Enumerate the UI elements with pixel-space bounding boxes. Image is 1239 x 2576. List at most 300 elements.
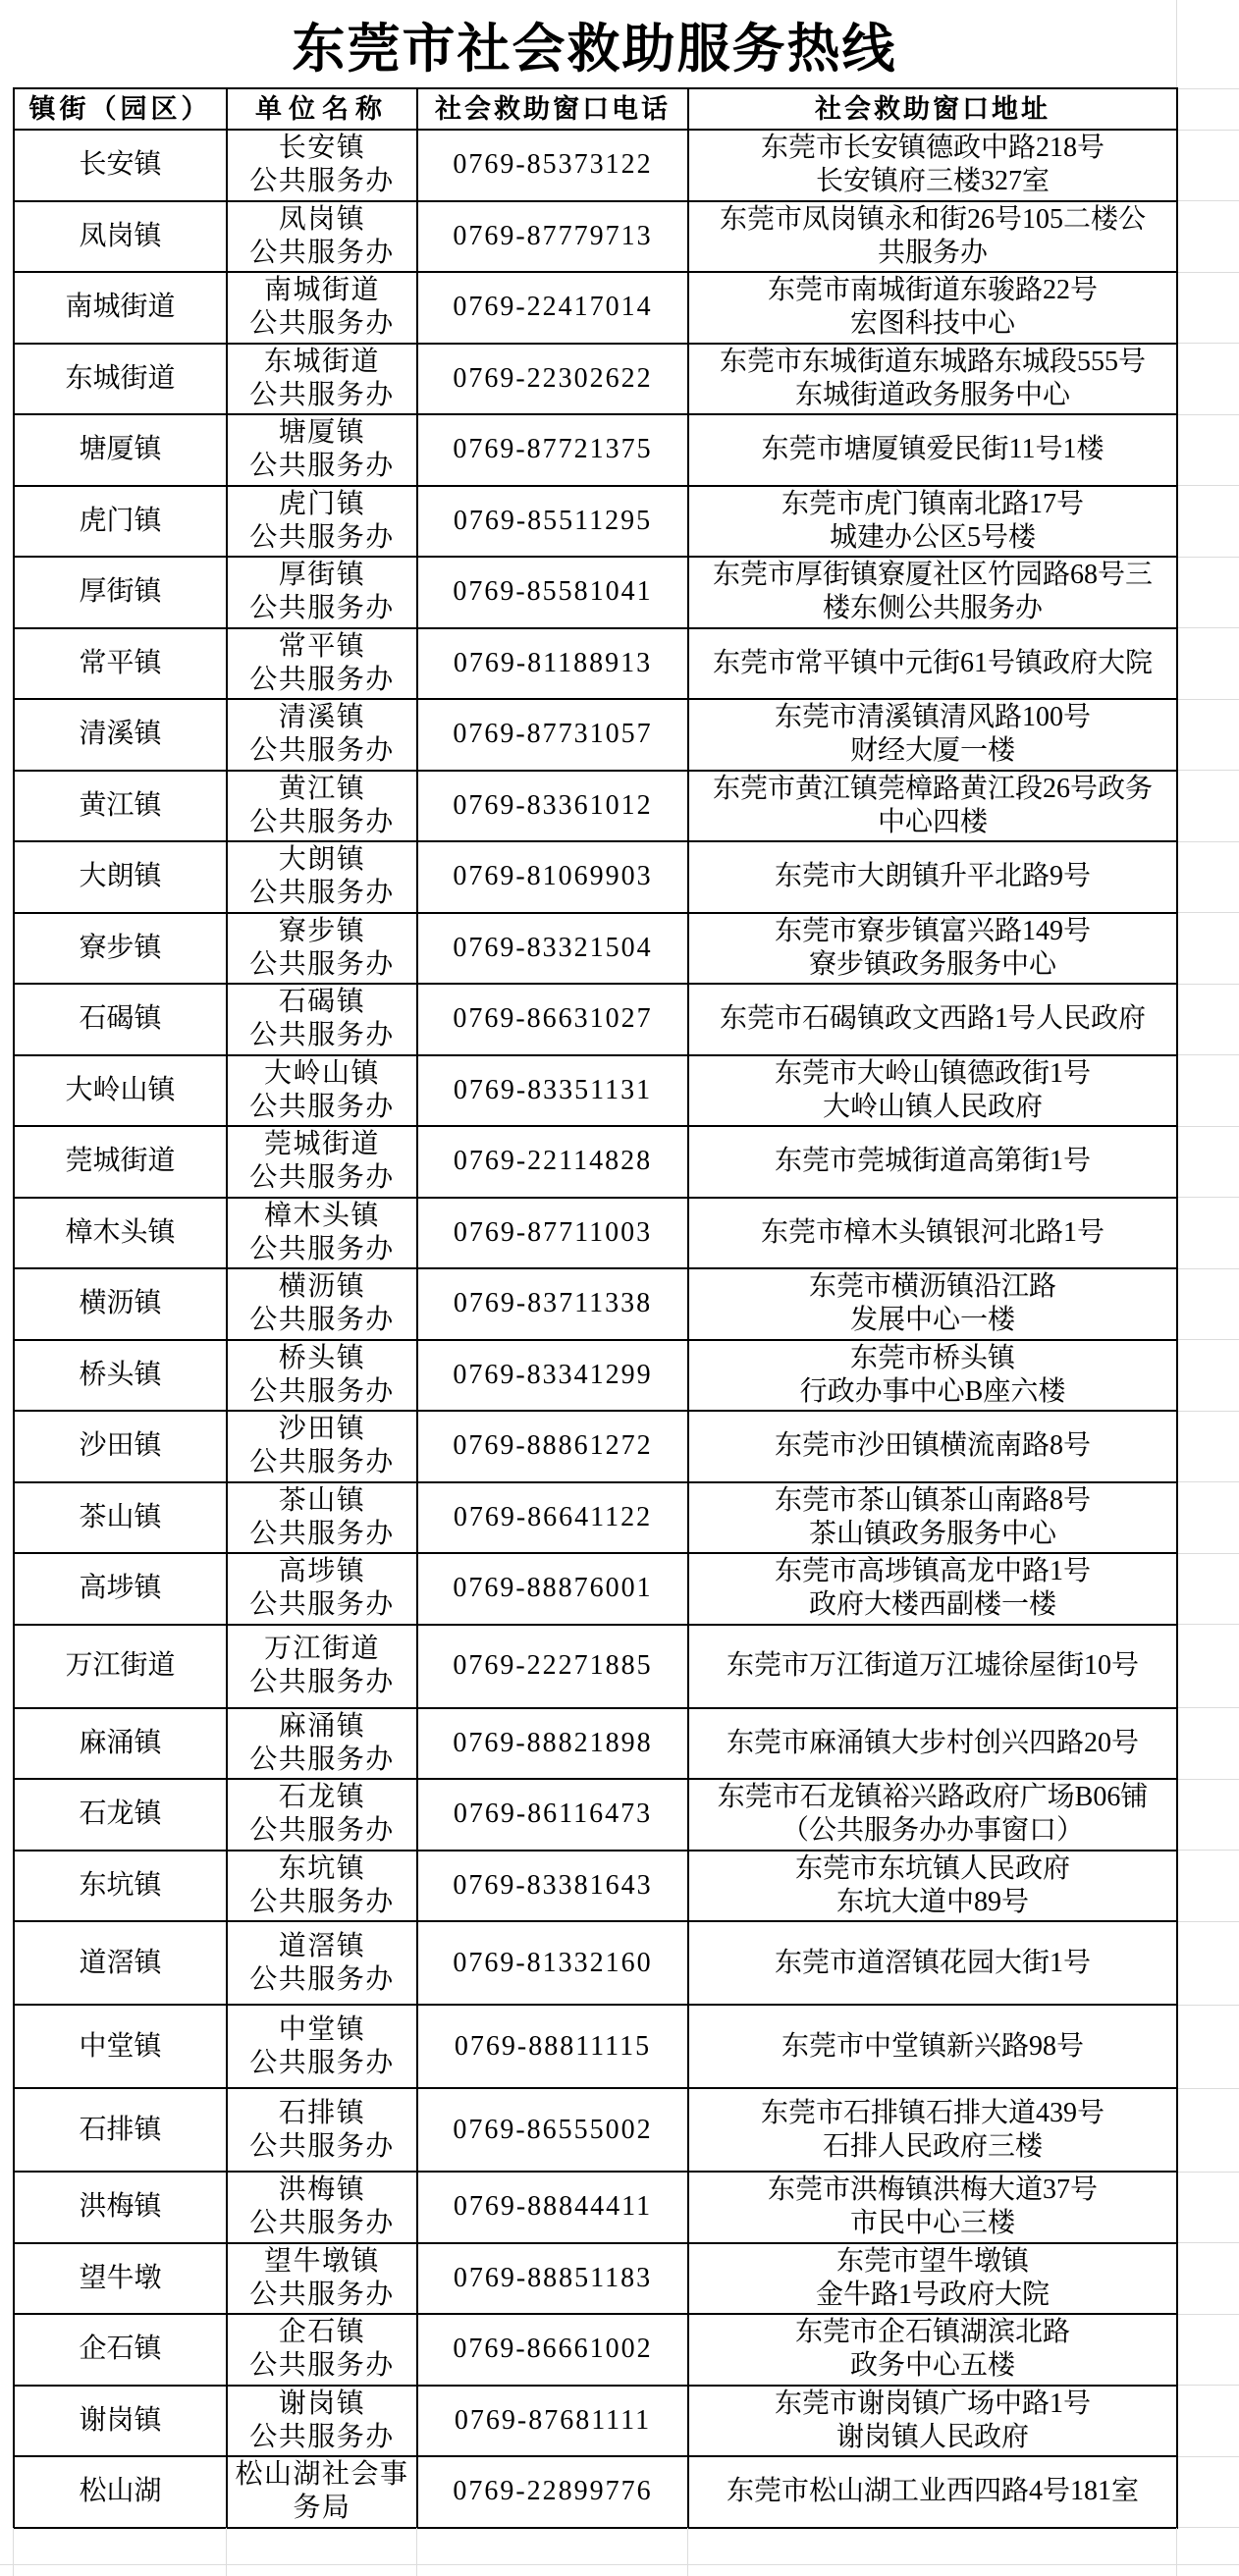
address-cell xyxy=(688,130,1177,201)
table-row xyxy=(14,272,1239,344)
address-line: 长安镇府三楼327室 xyxy=(815,166,1050,197)
town-cell: 麻涌镇 xyxy=(14,1708,227,1780)
address-line: 政务中心五楼 xyxy=(849,2350,1015,2382)
sheet-gridline-cell xyxy=(1177,2243,1239,2315)
town-cell: 道滘镇 xyxy=(14,1921,227,2005)
address-line: 东莞市松山湖工业西四路4号181室 xyxy=(726,2476,1139,2507)
unit-line: 公共服务办 xyxy=(249,1815,395,1847)
address-line: 东莞市石碣镇政文西路1号人民政府 xyxy=(719,1003,1146,1035)
address-cell xyxy=(688,699,1177,771)
unit-line: 清溪镇 xyxy=(278,702,366,733)
phone-cell: 0769-22271885 xyxy=(417,1625,688,1708)
phone-cell: 0769-86641122 xyxy=(417,1482,688,1554)
address-cell xyxy=(688,1268,1177,1340)
unit-line: 公共服务办 xyxy=(249,451,395,482)
unit-line: 公共服务办 xyxy=(249,1305,395,1336)
unit-line: 黄江镇 xyxy=(278,773,366,804)
unit-cell xyxy=(227,1921,417,2005)
address-line: 东莞市桥头镇 xyxy=(849,1342,1015,1373)
unit-line: 公共服务办 xyxy=(249,1162,395,1194)
unit-line: 公共服务办 xyxy=(249,521,395,553)
sheet-gridline-cell xyxy=(1177,1411,1239,1482)
sheet-gridline-cell xyxy=(1177,88,1239,130)
address-cell xyxy=(688,201,1177,273)
table-row xyxy=(14,1482,1239,1554)
address-line: 楼东侧公共服务办 xyxy=(822,593,1043,624)
unit-line: 南城街道 xyxy=(263,275,380,306)
unit-cell xyxy=(227,2314,417,2386)
unit-cell xyxy=(227,984,417,1055)
address-line: 东莞市谢岗镇广场中路1号 xyxy=(774,2388,1091,2419)
address-line: 东莞市麻涌镇大步村创兴四路20号 xyxy=(726,1727,1139,1758)
unit-cell xyxy=(227,1553,417,1625)
unit-cell xyxy=(227,913,417,985)
unit-line: 公共服务办 xyxy=(249,1518,395,1549)
address-cell xyxy=(688,1126,1177,1198)
page-title: 东莞市社会救助服务热线 xyxy=(292,20,897,79)
address-line: 东莞市塘厦镇爱民街11号1楼 xyxy=(761,434,1104,465)
address-line: 东莞市莞城街道高第街1号 xyxy=(774,1146,1091,1177)
unit-line: 公共服务办 xyxy=(249,1744,395,1775)
sheet-gridline-cell xyxy=(1177,1126,1239,1198)
table-row xyxy=(14,913,1239,985)
unit-line: 公共服务办 xyxy=(249,1375,395,1407)
sheet-gridline-cell xyxy=(1177,414,1239,486)
address-line: 东莞市黄江镇莞樟路黄江段26号政务 xyxy=(712,773,1153,804)
hotline-table xyxy=(13,87,1239,2529)
table-row xyxy=(14,628,1239,700)
address-line: 谢岗镇人民政府 xyxy=(835,2421,1029,2452)
unit-cell xyxy=(227,1126,417,1198)
unit-cell xyxy=(227,628,417,700)
town-cell: 寮步镇 xyxy=(14,913,227,985)
unit-line: 高埗镇 xyxy=(278,1556,366,1587)
town-cell: 樟木头镇 xyxy=(14,1198,227,1269)
sheet-gridline-cell xyxy=(1177,130,1239,201)
sheet-gridline-cell xyxy=(1177,771,1239,842)
unit-line: 公共服务办 xyxy=(249,2279,395,2310)
sheet-gridline-cell xyxy=(1177,699,1239,771)
unit-line: 公共服务办 xyxy=(249,1020,395,1051)
unit-cell xyxy=(227,699,417,771)
address-line: 东莞市中堂镇新兴路98号 xyxy=(781,2030,1084,2062)
address-cell xyxy=(688,2088,1177,2172)
town-cell: 石排镇 xyxy=(14,2088,227,2172)
unit-line: 望牛墩镇 xyxy=(263,2245,380,2277)
table-row xyxy=(14,2456,1239,2528)
header-phone: 社会救助窗口电话 xyxy=(417,88,688,130)
unit-line: 桥头镇 xyxy=(278,1342,366,1373)
address-cell xyxy=(688,2386,1177,2457)
phone-cell: 0769-86661002 xyxy=(417,2314,688,2386)
address-line: 东莞市凤岗镇永和街26号105二楼公 xyxy=(719,203,1146,235)
table-row xyxy=(14,414,1239,486)
address-cell xyxy=(688,1055,1177,1127)
sheet-gridline-cell xyxy=(1177,2172,1239,2243)
unit-line: 常平镇 xyxy=(278,630,366,662)
unit-line: 大岭山镇 xyxy=(263,1057,380,1089)
table-row xyxy=(14,2172,1239,2243)
sheet-gridline-cell xyxy=(1177,344,1239,415)
sheet-gridline-cell xyxy=(1177,1198,1239,1269)
unit-line: 凤岗镇 xyxy=(278,203,366,235)
unit-cell xyxy=(227,201,417,273)
address-line: 东莞市沙田镇横流南路8号 xyxy=(774,1430,1091,1462)
phone-cell: 0769-87721375 xyxy=(417,414,688,486)
phone-cell: 0769-87681111 xyxy=(417,2386,688,2457)
unit-line: 东坑镇 xyxy=(278,1852,366,1884)
address-cell xyxy=(688,984,1177,1055)
unit-cell xyxy=(227,344,417,415)
unit-cell xyxy=(227,2088,417,2172)
sheet-gridline-cell xyxy=(1177,2088,1239,2172)
town-cell: 常平镇 xyxy=(14,628,227,700)
address-line: 东莞市樟木头镇银河北路1号 xyxy=(760,1216,1104,1248)
unit-line: 公共服务办 xyxy=(249,1886,395,1917)
sheet-gridline-cell xyxy=(1177,1921,1239,2005)
address-line: 财经大厦一楼 xyxy=(849,735,1015,767)
table-row xyxy=(14,1411,1239,1482)
unit-line: 公共服务办 xyxy=(249,237,395,268)
unit-line: 公共服务办 xyxy=(249,593,395,624)
address-cell xyxy=(688,2172,1177,2243)
table-row xyxy=(14,1625,1239,1708)
address-cell xyxy=(688,344,1177,415)
phone-cell: 0769-87711003 xyxy=(417,1198,688,1269)
sheet-gridline-cell xyxy=(1177,486,1239,558)
table-row xyxy=(14,771,1239,842)
header-address: 社会救助窗口地址 xyxy=(688,88,1177,130)
unit-cell xyxy=(227,272,417,344)
table-row xyxy=(14,2386,1239,2457)
header-town: 镇街（园区） xyxy=(14,88,227,130)
address-line: 东莞市石排镇石排大道439号 xyxy=(760,2097,1104,2128)
address-line: 东莞市望牛墩镇 xyxy=(835,2245,1029,2277)
sheet-gridline-cell xyxy=(1177,2456,1239,2528)
unit-line: 公共服务办 xyxy=(249,2208,395,2239)
table-row xyxy=(14,1921,1239,2005)
town-cell: 大岭山镇 xyxy=(14,1055,227,1127)
unit-cell xyxy=(227,1268,417,1340)
town-cell: 东坑镇 xyxy=(14,1851,227,1922)
address-line: 东莞市洪梅镇洪梅大道37号 xyxy=(767,2174,1098,2206)
sheet-gridline-cell xyxy=(1177,1625,1239,1708)
unit-line: 谢岗镇 xyxy=(278,2388,366,2419)
address-line: 东莞市大朗镇升平北路9号 xyxy=(774,861,1091,892)
unit-cell xyxy=(227,2386,417,2457)
sheet-gridline-cell xyxy=(1177,272,1239,344)
address-line: 石排人民政府三楼 xyxy=(822,2130,1043,2162)
unit-cell xyxy=(227,2005,417,2088)
address-line: 茶山镇政务服务中心 xyxy=(808,1518,1056,1549)
address-cell xyxy=(688,1553,1177,1625)
town-cell: 大朗镇 xyxy=(14,841,227,913)
address-cell xyxy=(688,1482,1177,1554)
town-cell: 东城街道 xyxy=(14,344,227,415)
unit-cell xyxy=(227,2243,417,2315)
unit-line: 塘厦镇 xyxy=(278,417,366,449)
sheet-gridline-cell xyxy=(1177,841,1239,913)
unit-line: 茶山镇 xyxy=(278,1484,366,1516)
address-cell xyxy=(688,841,1177,913)
unit-line: 麻涌镇 xyxy=(278,1710,366,1742)
unit-line: 公共服务办 xyxy=(249,1233,395,1264)
town-cell: 茶山镇 xyxy=(14,1482,227,1554)
phone-cell: 0769-81069903 xyxy=(417,841,688,913)
sheet-gridline-cell xyxy=(1177,1268,1239,1340)
unit-line: 石排镇 xyxy=(278,2097,366,2128)
table-row xyxy=(14,1268,1239,1340)
unit-line: 莞城街道 xyxy=(263,1129,380,1160)
unit-cell xyxy=(227,1411,417,1482)
town-cell: 谢岗镇 xyxy=(14,2386,227,2457)
table-row xyxy=(14,2005,1239,2088)
phone-cell: 0769-83361012 xyxy=(417,771,688,842)
unit-line: 公共服务办 xyxy=(249,735,395,767)
unit-cell xyxy=(227,2172,417,2243)
address-line: 东莞市大岭山镇德政街1号 xyxy=(774,1057,1091,1089)
table-row xyxy=(14,2314,1239,2386)
unit-cell xyxy=(227,1625,417,1708)
town-cell: 横沥镇 xyxy=(14,1268,227,1340)
unit-cell xyxy=(227,557,417,628)
address-cell xyxy=(688,2243,1177,2315)
address-cell xyxy=(688,414,1177,486)
phone-cell: 0769-83321504 xyxy=(417,913,688,985)
address-cell xyxy=(688,1340,1177,1412)
sheet-gridline-cell xyxy=(1177,984,1239,1055)
table-row xyxy=(14,201,1239,273)
unit-line: 公共服务办 xyxy=(249,1963,395,1995)
address-line: 城建办公区5号楼 xyxy=(829,521,1036,553)
phone-cell: 0769-87779713 xyxy=(417,201,688,273)
phone-cell: 0769-22114828 xyxy=(417,1126,688,1198)
unit-line: 万江街道 xyxy=(263,1634,380,1664)
table-row xyxy=(14,1126,1239,1198)
address-cell xyxy=(688,1921,1177,2005)
phone-cell: 0769-87731057 xyxy=(417,699,688,771)
sheet-gridline-cell xyxy=(1177,1055,1239,1127)
town-cell: 清溪镇 xyxy=(14,699,227,771)
unit-line: 企石镇 xyxy=(278,2317,366,2348)
town-cell: 南城街道 xyxy=(14,272,227,344)
unit-line: 公共服务办 xyxy=(249,379,395,410)
unit-line: 厚街镇 xyxy=(278,560,366,591)
unit-cell xyxy=(227,1779,417,1851)
table-row xyxy=(14,1198,1239,1269)
table-row xyxy=(14,841,1239,913)
unit-line: 公共服务办 xyxy=(249,2130,395,2162)
sheet-gridline-cell xyxy=(1177,201,1239,273)
address-cell xyxy=(688,486,1177,558)
unit-line: 中堂镇 xyxy=(278,2013,366,2045)
town-cell: 黄江镇 xyxy=(14,771,227,842)
unit-line: 石碣镇 xyxy=(278,987,366,1018)
unit-line: 公共服务办 xyxy=(249,1447,395,1478)
address-line: 东坑大道中89号 xyxy=(835,1886,1029,1917)
table-row xyxy=(14,699,1239,771)
address-line: （公共服务办办事窗口） xyxy=(781,1815,1084,1847)
phone-cell: 0769-81332160 xyxy=(417,1921,688,2005)
table-row xyxy=(14,1553,1239,1625)
sheet-gridline-cell xyxy=(1177,2005,1239,2088)
town-cell: 长安镇 xyxy=(14,130,227,201)
unit-line: 大朗镇 xyxy=(278,844,366,876)
unit-line: 长安镇 xyxy=(278,133,366,164)
table-row xyxy=(14,1055,1239,1127)
unit-line: 寮步镇 xyxy=(278,915,366,946)
town-cell: 凤岗镇 xyxy=(14,201,227,273)
table-header xyxy=(14,88,1239,130)
table-row xyxy=(14,1340,1239,1412)
address-cell xyxy=(688,1625,1177,1708)
address-line: 金牛路1号政府大院 xyxy=(815,2279,1050,2310)
phone-cell: 0769-88876001 xyxy=(417,1553,688,1625)
sheet-gridline-cell xyxy=(1177,1779,1239,1851)
unit-cell xyxy=(227,1055,417,1127)
address-line: 东城街道政务服务中心 xyxy=(794,379,1070,410)
address-line: 东莞市厚街镇寮厦社区竹园路68号三 xyxy=(712,560,1153,591)
address-line: 东莞市清溪镇清风路100号 xyxy=(774,702,1091,733)
unit-line: 公共服务办 xyxy=(249,2047,395,2078)
address-line: 共服务办 xyxy=(877,237,988,268)
sheet-gridline-cell xyxy=(1177,1708,1239,1780)
unit-line: 石龙镇 xyxy=(278,1782,366,1813)
unit-cell xyxy=(227,414,417,486)
address-line: 东莞市长安镇德政中路218号 xyxy=(760,133,1104,164)
town-cell: 塘厦镇 xyxy=(14,414,227,486)
unit-line: 东城街道 xyxy=(263,346,380,377)
phone-cell: 0769-85511295 xyxy=(417,486,688,558)
sheet-gridline xyxy=(1176,0,1177,87)
sheet-gridline-cell xyxy=(1177,557,1239,628)
address-line: 中心四楼 xyxy=(877,806,988,837)
sheet-gridline-cell xyxy=(1177,1482,1239,1554)
phone-cell: 0769-88844411 xyxy=(417,2172,688,2243)
address-line: 东莞市东坑镇人民政府 xyxy=(794,1852,1070,1884)
table-body xyxy=(14,130,1239,2528)
unit-line: 松山湖社会事 xyxy=(235,2459,409,2491)
sheet-gridlines-bottom xyxy=(0,2528,1239,2576)
unit-line: 公共服务办 xyxy=(249,2350,395,2382)
town-cell: 望牛墩 xyxy=(14,2243,227,2315)
address-line: 东莞市企石镇湖滨北路 xyxy=(794,2317,1070,2348)
unit-cell xyxy=(227,486,417,558)
unit-line: 虎门镇 xyxy=(278,488,366,519)
address-cell xyxy=(688,1708,1177,1780)
unit-line: 樟木头镇 xyxy=(263,1200,380,1231)
address-line: 东莞市南城街道东骏路22号 xyxy=(767,275,1098,306)
address-line: 东莞市万江街道万江墟徐屋街10号 xyxy=(726,1650,1139,1681)
unit-cell xyxy=(227,2456,417,2528)
town-cell: 中堂镇 xyxy=(14,2005,227,2088)
unit-cell xyxy=(227,1198,417,1269)
table-row xyxy=(14,984,1239,1055)
address-line: 寮步镇政务服务中心 xyxy=(808,948,1056,980)
address-cell xyxy=(688,1411,1177,1482)
unit-line: 道滘镇 xyxy=(278,1930,366,1961)
unit-cell xyxy=(227,1708,417,1780)
sheet-gridline-cell xyxy=(1177,913,1239,985)
address-line: 东莞市石龙镇裕兴路政府广场B06铺 xyxy=(717,1782,1149,1813)
phone-cell: 0769-22899776 xyxy=(417,2456,688,2528)
address-cell xyxy=(688,2314,1177,2386)
phone-cell: 0769-88851183 xyxy=(417,2243,688,2315)
table-row xyxy=(14,1851,1239,1922)
phone-cell: 0769-22302622 xyxy=(417,344,688,415)
address-cell xyxy=(688,1779,1177,1851)
unit-line: 公共服务办 xyxy=(249,1667,395,1697)
phone-cell: 0769-86116473 xyxy=(417,1779,688,1851)
unit-line: 公共服务办 xyxy=(249,878,395,909)
address-cell xyxy=(688,2005,1177,2088)
phone-cell: 0769-22417014 xyxy=(417,272,688,344)
unit-line: 沙田镇 xyxy=(278,1414,366,1445)
unit-cell xyxy=(227,841,417,913)
unit-cell xyxy=(227,1482,417,1554)
table-row xyxy=(14,130,1239,201)
phone-cell: 0769-83351131 xyxy=(417,1055,688,1127)
unit-line: 公共服务办 xyxy=(249,2421,395,2452)
table-row xyxy=(14,486,1239,558)
address-line: 东莞市东城街道东城路东城段555号 xyxy=(719,346,1146,377)
phone-cell: 0769-88821898 xyxy=(417,1708,688,1780)
town-cell: 虎门镇 xyxy=(14,486,227,558)
phone-cell: 0769-83711338 xyxy=(417,1268,688,1340)
phone-cell: 0769-81188913 xyxy=(417,628,688,700)
table-row xyxy=(14,557,1239,628)
unit-line: 务局 xyxy=(293,2493,351,2524)
address-line: 东莞市寮步镇富兴路149号 xyxy=(774,915,1091,946)
unit-line: 公共服务办 xyxy=(249,948,395,980)
unit-line: 公共服务办 xyxy=(249,1091,395,1122)
town-cell: 万江街道 xyxy=(14,1625,227,1708)
table-row xyxy=(14,1779,1239,1851)
town-cell: 石碣镇 xyxy=(14,984,227,1055)
address-cell xyxy=(688,913,1177,985)
town-cell: 沙田镇 xyxy=(14,1411,227,1482)
address-line: 政府大楼西副楼一楼 xyxy=(808,1589,1056,1621)
phone-cell: 0769-83341299 xyxy=(417,1340,688,1412)
unit-line: 公共服务办 xyxy=(249,664,395,695)
town-cell: 松山湖 xyxy=(14,2456,227,2528)
phone-cell: 0769-86631027 xyxy=(417,984,688,1055)
town-cell: 洪梅镇 xyxy=(14,2172,227,2243)
address-cell xyxy=(688,272,1177,344)
unit-cell xyxy=(227,1340,417,1412)
table-row xyxy=(14,1708,1239,1780)
town-cell: 莞城街道 xyxy=(14,1126,227,1198)
table-row xyxy=(14,344,1239,415)
address-line: 宏图科技中心 xyxy=(849,308,1015,340)
phone-cell: 0769-88861272 xyxy=(417,1411,688,1482)
address-line: 东莞市茶山镇茶山南路8号 xyxy=(774,1484,1091,1516)
sheet-gridline-cell xyxy=(1177,1340,1239,1412)
unit-line: 公共服务办 xyxy=(249,166,395,197)
address-line: 大岭山镇人民政府 xyxy=(822,1091,1043,1122)
town-cell: 厚街镇 xyxy=(14,557,227,628)
address-line: 市民中心三楼 xyxy=(849,2208,1015,2239)
address-line: 东莞市常平镇中元街61号镇政府大院 xyxy=(712,647,1153,678)
header-unit: 单位名称 xyxy=(227,88,417,130)
phone-cell: 0769-86555002 xyxy=(417,2088,688,2172)
address-line: 东莞市高埗镇高龙中路1号 xyxy=(774,1556,1091,1587)
address-line: 发展中心一楼 xyxy=(849,1305,1015,1336)
unit-cell xyxy=(227,1851,417,1922)
address-line: 东莞市虎门镇南北路17号 xyxy=(781,488,1084,519)
unit-line: 公共服务办 xyxy=(249,806,395,837)
town-cell: 企石镇 xyxy=(14,2314,227,2386)
